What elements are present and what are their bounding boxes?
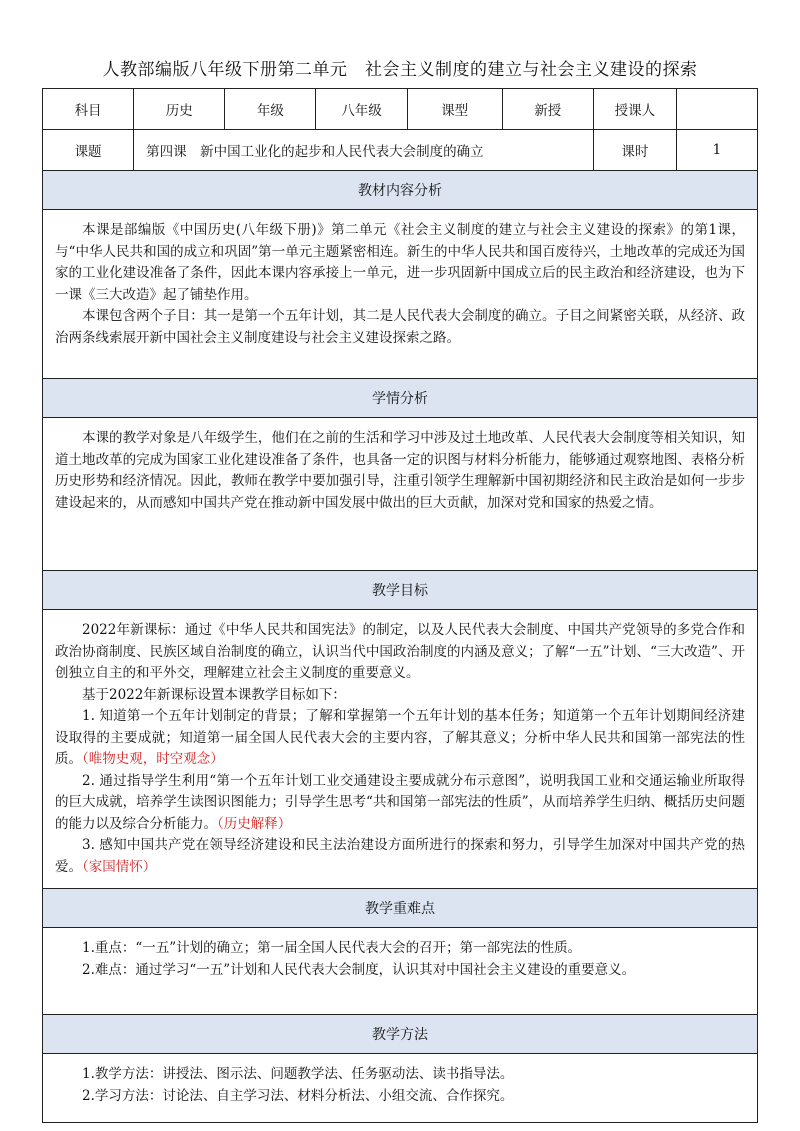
teaching-methods-heading: 教学方法 (43, 1015, 758, 1054)
key-difficult-points-heading: 教学重难点 (43, 889, 758, 928)
hours-label: 课时 (593, 130, 676, 171)
textbook-paragraph-2: 本课包含两个子目：其一是第一个五年计划，其二是人民代表大会制度的确立。子目之间紧密关联，从经济、政治两条线索展开新中国社会主义制度建设与社会主义建设探索之路。 (55, 308, 745, 346)
student-paragraph-1: 本课的教学对象是八年级学生，他们在之前的生活和学习中涉及过土地改革、人民代表大会制度等相关知识，知道土地改革的完成为国家工业化建设准备了条件，也具备一定的识图与材料分析能力，能够通过观察地图、表格分析历史形势和经济情况。因此，教师在教学中要加强引导，注重引领学生理解新中国初期经济和民主政治是如何一步步建设起来的，从而感知中国共产党在推动新中国发展中做出的巨大贡献，加深对党和国家的热爱之情。 (55, 430, 745, 511)
teacher-value (676, 89, 757, 130)
lesson-type-value: 新授 (502, 89, 593, 130)
teaching-methods-header (43, 1015, 758, 1054)
grade-label: 年级 (225, 89, 316, 130)
textbook-analysis-body (43, 210, 758, 379)
goal-1-text: 1. 知道第一个五年计划制定的背景；了解和掌握第一个五年计划的基本任务；知道第一个五年计划期间经济建设取得的主要成就；知道第一届全国人民代表大会的主要内容，了解其意义；分析中华人民共和国第一部宪法的性质。 (55, 708, 745, 767)
subject-label: 科目 (43, 89, 134, 130)
goal-2-literacy-tag: （历史解释） (217, 815, 292, 832)
goal-item-1 (55, 706, 745, 771)
goal-item-2 (55, 771, 745, 836)
topic-value: 第四课 新中国工业化的起步和人民代表大会制度的确立 (134, 130, 594, 171)
meta-row (43, 89, 758, 130)
goal-3-text: 3. 感知中国共产党在领导经济建设和民主法治建设方面所进行的探索和努力，引导学生加深对中国共产党的热爱。 (55, 837, 745, 875)
student-analysis-header (43, 379, 758, 418)
student-analysis-body (43, 418, 758, 571)
student-analysis-heading: 学情分析 (43, 379, 758, 418)
document-title: 人教部编版八年级下册第二单元 社会主义制度的建立与社会主义建设的探索 (102, 60, 698, 80)
textbook-paragraph-1: 本课是部编版《中国历史(八年级下册)》第二单元《社会主义制度的建立与社会主义建设的探索》的第1课，与“中华人民共和国的成立和巩固”第一单元主题紧密相连。新生的中华人民共和国百废待兴，土地改革的完成还为国家的工业化建设准备了条件，因此本课内容承接上一单元，进一步巩固新中国成立后的民主政治和经济建设，也为下一课《三大改造》起了铺垫作用。 (55, 222, 745, 303)
teaching-goals-header (43, 571, 758, 610)
hours-value: 1 (676, 130, 757, 171)
topic-label: 课题 (43, 130, 134, 171)
goal-item-3 (55, 835, 745, 878)
goals-intro-paragraph: 基于2022年新课标设置本课教学目标如下： (82, 686, 346, 703)
teaching-methods-body (43, 1054, 758, 1123)
goals-standard-paragraph: 2022年新课标：通过《中华人民共和国宪法》的制定，以及人民代表大会制度、中国共产党领导的多党合作和政治协商制度、民族区域自治制度的确立，认识当代中国政治制度的内涵及意义；了解“一五”计划、“三大改造”、开创独立自主的和平外交，理解建立社会主义制度的重要意义。 (55, 622, 745, 681)
learning-method-item: 2.学习方法：讨论法、自主学习法、材料分析法、小组交流、合作探究。 (82, 1087, 514, 1104)
goal-1-literacy-tag: （唯物史观，时空观念） (82, 751, 224, 767)
teacher-label: 授课人 (593, 89, 676, 130)
teaching-method-item: 1.教学方法：讲授法、图示法、问题教学法、任务驱动法、读书指导法。 (82, 1066, 514, 1082)
key-difficult-points-body (43, 928, 758, 1015)
teaching-goals-body (43, 610, 758, 889)
goal-2-text: 2. 通过指导学生利用“第一个五年计划工业交通建设主要成就分布示意图”，说明我国工业和交通运输业所取得的巨大成就，培养学生读图识图能力；引导学生思考“共和国第一部宪法的性质”，从而培养学生归纳、概括历史问题的能力以及综合分析能力。 (55, 772, 745, 832)
goal-3-literacy-tag: （家国情怀） (82, 858, 157, 875)
textbook-analysis-heading: 教材内容分析 (43, 171, 758, 210)
teaching-goals-heading: 教学目标 (43, 571, 758, 610)
grade-value: 八年级 (316, 89, 407, 130)
lesson-plan-table (42, 88, 758, 1123)
textbook-analysis-header (43, 171, 758, 210)
topic-row (43, 130, 758, 171)
key-difficult-points-header (43, 889, 758, 928)
key-point-item: 1.重点：“一五”计划的确立；第一届全国人民代表大会的召开；第一部宪法的性质。 (82, 940, 582, 956)
subject-value: 历史 (134, 89, 225, 130)
lesson-type-label: 课型 (407, 89, 502, 130)
difficult-point-item: 2.难点：通过学习“一五”计划和人民代表大会制度，认识其对中国社会主义建设的重要意义。 (82, 961, 636, 978)
